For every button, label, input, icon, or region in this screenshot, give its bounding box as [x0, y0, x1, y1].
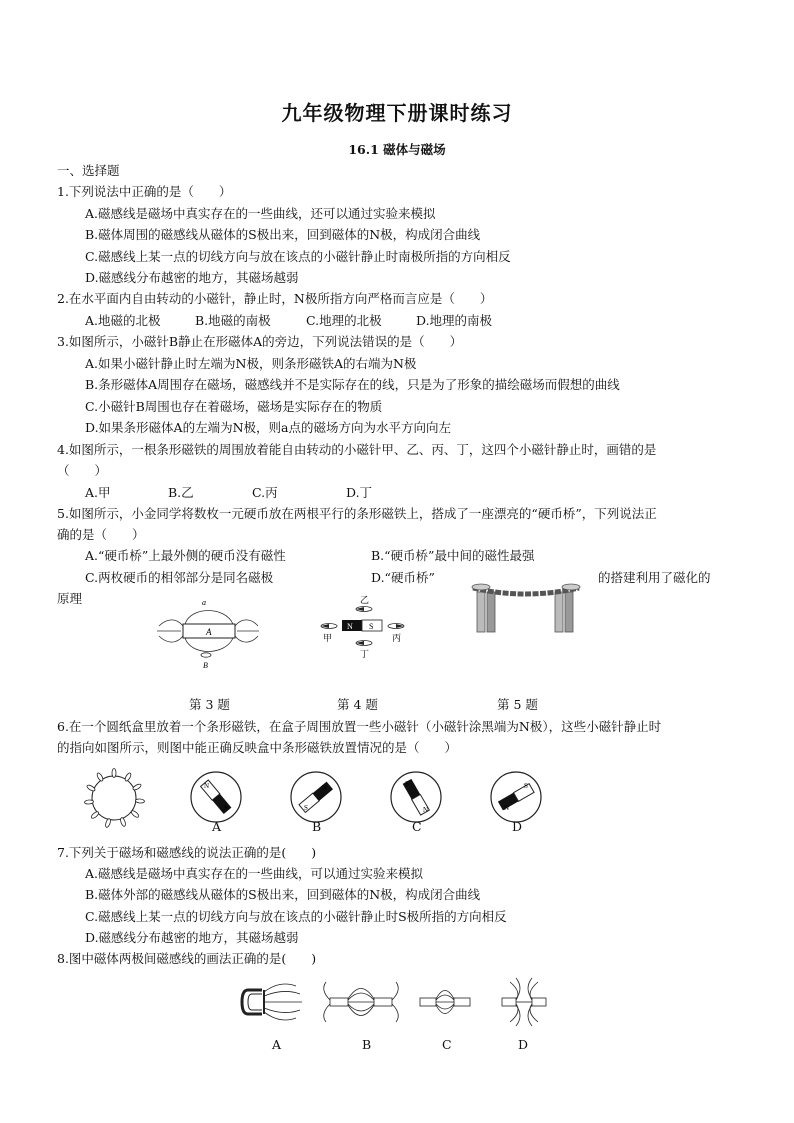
- figure-q4-magnet-needles: [316, 592, 411, 660]
- figure-q3-point-label: a: [202, 598, 206, 607]
- figure-caption-q3: 第 3 题: [189, 697, 230, 712]
- question-7-stem: 7.下列关于磁场和磁感线的说法正确的是( ): [57, 845, 317, 860]
- figure-q6-label-c: C: [412, 819, 422, 834]
- question-5-stem: 5.如图所示，小金同学将数枚一元硬币放在两根平行的条形磁铁上，搭成了一座漂亮的“硬币桥”，下列说法正: [57, 506, 657, 521]
- question-2-option-b: B.地磁的南极: [195, 313, 271, 328]
- question-6-stem: 6.在一个圆纸盒里放着一个条形磁铁，在盒子周围放置一些小磁针（小磁针涂黑端为N极），这些小磁针静止时: [57, 719, 662, 734]
- figure-q4-label-right: 丙: [392, 633, 402, 643]
- question-3-option-d: D.如果条形磁体A的左端为N极，则a点的磁场方向为水平方向向左: [85, 420, 451, 435]
- figure-q8-option-c: [420, 991, 470, 1014]
- svg-text:N: N: [504, 804, 510, 812]
- question-3-option-b: B.条形磁体A周围存在磁场，磁感线并不是实际存在的线，只是为了形象的描绘磁场而假想的曲线: [85, 377, 620, 392]
- svg-text:N: N: [423, 806, 429, 814]
- question-7-option-a: A.磁感线是磁场中真实存在的一些曲线，可以通过实验来模拟: [85, 866, 424, 881]
- section-heading: 一、选择题: [57, 163, 120, 178]
- question-5-option-d-tail2: 原理: [57, 591, 83, 606]
- figure-q3-bar-magnet: [155, 598, 260, 670]
- figure-q5-right-magnet: [555, 592, 563, 632]
- figure-q8-label-c: C: [442, 1037, 452, 1052]
- figure-q8-option-d: [502, 978, 546, 1026]
- question-4-stem: 4.如图所示，一根条形磁铁的周围放着能自由转动的小磁针甲、乙、丙、丁，这四个小磁针静止时，画错的是: [57, 442, 657, 457]
- question-4-option-a: A.甲: [85, 485, 111, 500]
- question-1-option-c: C.磁感线上某一点的切线方向与放在该点的小磁针静止时南极所指的方向相反: [85, 249, 511, 264]
- svg-text:N: N: [322, 784, 328, 792]
- page-title: 九年级物理下册课时练习: [281, 101, 513, 125]
- figure-q3-needle: [201, 653, 211, 657]
- question-5-stem-cont: 确的是（ ）: [57, 527, 145, 542]
- figure-q5-right-magnet-2: [565, 592, 573, 632]
- page-subtitle: 16.1 磁体与磁场: [348, 142, 446, 157]
- figure-q4-label-bottom: 丁: [360, 649, 370, 659]
- question-4-option-b: B.乙: [168, 485, 194, 500]
- figure-q4-n-label: N: [347, 622, 353, 631]
- question-8-stem: 8.图中磁体两极间磁感线的画法正确的是( ): [57, 951, 317, 966]
- question-1-option-a: A.磁感线是磁场中真实存在的一些曲线，还可以通过实验来模拟: [85, 206, 436, 221]
- question-6-stem-cont: 的指向如图所示，则图中能正确反映盒中条形磁铁放置情况的是（ ）: [57, 740, 458, 755]
- question-5-option-d-tail: 的搭建利用了磁化的: [598, 570, 711, 585]
- figure-caption-q4: 第 4 题: [337, 697, 378, 712]
- question-2-stem: 2.在水平面内自由转动的小磁针，静止时，N极所指方向严格而言应是（ ）: [57, 291, 493, 306]
- figure-q6-label-a: A: [212, 819, 222, 834]
- question-1-option-d: D.磁感线分布越密的地方，其磁场越弱: [85, 270, 299, 285]
- figure-q4-s-label: S: [369, 622, 374, 631]
- question-2-option-c: C.地理的北极: [306, 313, 382, 328]
- figure-q5-left-magnet-2: [487, 592, 495, 632]
- question-3-option-a: A.如果小磁针静止时左端为N极，则条形磁铁A的右端为N极: [85, 356, 417, 371]
- figure-q4-label-top: 乙: [360, 595, 370, 605]
- question-3-stem: 3.如图所示，小磁针B静止在形磁体A的旁边，下列说法错误的是（ ）: [57, 334, 463, 349]
- question-5-option-d: D.“硬币桥”: [371, 570, 435, 585]
- figure-q6-option-a: [191, 772, 241, 822]
- figure-q5-left-magnet: [477, 592, 485, 632]
- question-7-option-c: C.磁感线上某一点的切线方向与放在该点的小磁针静止时S极所指的方向相反: [85, 909, 507, 924]
- figure-q5-coin-bridge: [467, 578, 585, 636]
- svg-text:S: S: [405, 780, 409, 788]
- svg-text:S: S: [224, 804, 228, 812]
- svg-text:N: N: [204, 782, 210, 790]
- figure-q8-option-b: [324, 982, 399, 1022]
- figure-q8-label-d: D: [518, 1037, 529, 1052]
- figure-q6-needle-ring: [84, 769, 144, 828]
- figure-q4-label-left: 甲: [323, 633, 333, 643]
- question-5-option-a: A.“硬币桥”上最外侧的硬币没有磁性: [85, 548, 286, 563]
- figure-q3-needle-label: B: [203, 661, 208, 670]
- figure-q8-label-b: B: [362, 1037, 372, 1052]
- svg-text:S: S: [524, 782, 528, 790]
- question-7-option-d: D.磁感线分布越密的地方，其磁场越弱: [85, 930, 299, 945]
- question-4-option-d: D.丁: [346, 485, 373, 500]
- figure-q6-option-c: [391, 772, 441, 822]
- question-2-option-a: A.地磁的北极: [85, 313, 161, 328]
- question-2-option-d: D.地理的南极: [416, 313, 493, 328]
- svg-text:S: S: [304, 804, 308, 812]
- figure-q8-label-a: A: [272, 1037, 282, 1052]
- figure-q3-magnet-label: A: [206, 627, 212, 637]
- question-5-option-b: B.“硬币桥”最中间的磁性最强: [371, 548, 535, 563]
- question-4-stem-cont: （ ）: [57, 463, 108, 478]
- question-7-option-b: B.磁体外部的磁感线从磁体的S极出来，回到磁体的N极，构成闭合曲线: [85, 887, 481, 902]
- figure-caption-q5: 第 5 题: [497, 697, 538, 712]
- figure-q6-label-d: D: [512, 819, 523, 834]
- question-1-stem: 1.下列说法中正确的是（ ）: [57, 184, 232, 199]
- question-3-option-c: C.小磁针B周围也存在着磁场，磁场是实际存在的物质: [85, 399, 383, 414]
- figure-q6-label-b: B: [312, 819, 322, 834]
- question-4-option-c: C.丙: [252, 485, 278, 500]
- figure-q8-options: [240, 976, 550, 1028]
- figure-q6-option-b: [291, 772, 341, 822]
- figure-q8-option-a: [242, 984, 302, 1020]
- question-1-option-b: B.磁体周围的磁感线从磁体的S极出来，回到磁体的N极，构成闭合曲线: [85, 227, 481, 242]
- figure-q6-option-d: [491, 772, 541, 822]
- question-5-option-c: C.两枚硬币的相邻部分是同名磁极: [85, 570, 274, 585]
